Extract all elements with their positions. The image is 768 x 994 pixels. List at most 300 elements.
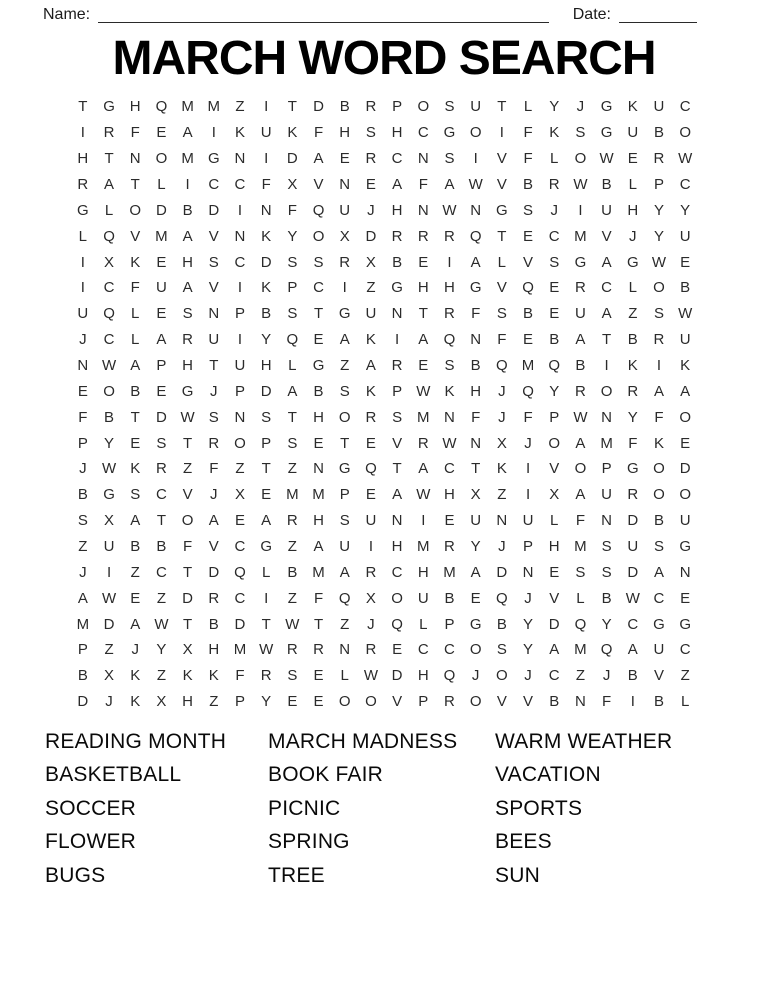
grid-letter: S [444, 98, 455, 116]
grid-letter: P [77, 641, 88, 659]
grid-letter: Y [549, 98, 560, 116]
grid-letter: S [208, 408, 219, 426]
grid-letter: Z [287, 460, 297, 478]
grid-letter: J [602, 667, 611, 685]
grid-letter: G [338, 460, 351, 478]
grid-letter: E [418, 253, 429, 271]
grid-letter: A [575, 331, 586, 349]
grid-letter: X [182, 641, 193, 659]
grid-letter: W [101, 589, 117, 607]
grid-letter: O [234, 434, 246, 452]
grid-letter: J [524, 589, 532, 607]
grid-letter: D [260, 382, 272, 400]
grid-letter: F [209, 460, 219, 478]
grid-letter: L [78, 227, 88, 245]
grid-letter: T [130, 408, 140, 426]
grid-letter: M [574, 538, 587, 556]
grid-letter: S [523, 201, 534, 219]
grid-letter: O [574, 460, 587, 478]
grid-letter: B [156, 538, 167, 556]
grid-letter: L [340, 667, 349, 685]
grid-letter: Q [522, 279, 534, 297]
grid-letter: A [130, 615, 141, 633]
grid-letter: A [392, 486, 403, 504]
grid-letter: N [679, 563, 691, 581]
grid-letter: Z [235, 98, 245, 116]
grid-letter: R [365, 641, 377, 659]
grid-letter: N [339, 641, 351, 659]
grid-letter: Z [235, 460, 245, 478]
grid-letter: Z [78, 538, 88, 556]
grid-letter: B [523, 176, 534, 193]
grid-letter: L [628, 176, 637, 193]
grid-letter: P [392, 98, 403, 116]
grid-letter: B [653, 124, 664, 142]
grid-letter: X [104, 253, 115, 271]
grid-letter: B [549, 693, 560, 711]
grid-letter: G [443, 124, 456, 142]
grid-letter: T [261, 615, 271, 633]
grid-letter: Q [600, 641, 613, 659]
grid-letter: A [339, 331, 350, 349]
grid-letter: B [313, 382, 324, 400]
grid-letter: Q [443, 667, 456, 685]
grid-letter: Y [261, 693, 272, 711]
grid-letter: N [496, 512, 508, 530]
grid-letter: B [182, 201, 193, 219]
grid-letter: U [103, 538, 115, 556]
grid-letter: G [600, 98, 613, 116]
grid-letter: C [234, 176, 246, 193]
grid-letter: J [471, 667, 480, 685]
grid-letter: X [470, 486, 481, 504]
grid-letter: O [365, 693, 377, 711]
grid-letter: R [365, 408, 377, 426]
grid-letter: F [287, 201, 297, 219]
grid-letter: N [601, 512, 613, 530]
grid-letter: Y [653, 201, 664, 219]
grid-letter: T [471, 460, 481, 478]
word-list-item: SUN [495, 863, 540, 887]
grid-letter: K [549, 124, 560, 142]
grid-letter: S [287, 253, 298, 271]
grid-letter: S [287, 305, 298, 323]
grid-letter: W [442, 201, 457, 219]
grid-letter: O [679, 124, 691, 142]
grid-letter: N [77, 357, 89, 375]
grid-letter: X [104, 512, 115, 530]
grid-letter: C [653, 589, 665, 607]
grid-letter: B [287, 563, 298, 581]
grid-letter: L [261, 563, 271, 581]
grid-letter: F [78, 408, 88, 426]
grid-letter: C [548, 667, 560, 685]
grid-letter: O [496, 667, 508, 685]
grid-letter: M [417, 408, 430, 426]
grid-letter: R [365, 150, 377, 168]
grid-letter: Y [680, 201, 691, 219]
grid-letter: E [77, 382, 88, 400]
grid-letter: V [549, 589, 560, 607]
name-field-line[interactable] [98, 7, 549, 23]
grid-letter: E [313, 331, 324, 349]
grid-letter: A [261, 512, 272, 530]
grid-letter: V [601, 227, 612, 245]
grid-letter: Q [496, 589, 508, 607]
grid-letter: K [444, 382, 455, 400]
grid-letter: F [654, 408, 664, 426]
grid-letter: E [234, 512, 245, 530]
grid-letter: R [574, 382, 586, 400]
grid-letter: O [679, 486, 691, 504]
grid-letter: J [367, 615, 375, 633]
grid-letter: I [237, 201, 243, 219]
grid-letter: J [524, 667, 532, 685]
grid-letter: G [469, 279, 482, 297]
grid-letter: Z [628, 305, 638, 323]
grid-letter: L [104, 201, 114, 219]
grid-letter: E [365, 434, 376, 452]
grid-letter: W [573, 176, 588, 193]
grid-letter: T [261, 460, 271, 478]
grid-letter: U [234, 357, 246, 375]
grid-letter: W [678, 150, 693, 168]
grid-letter: D [155, 408, 167, 426]
grid-letter: L [497, 253, 507, 271]
grid-letter: V [496, 693, 507, 711]
grid-letter: T [418, 305, 428, 323]
grid-letter: S [208, 253, 219, 271]
grid-letter: Y [261, 331, 272, 349]
grid-letter: D [208, 563, 220, 581]
grid-letter: S [287, 434, 298, 452]
word-list-item: SPORTS [495, 796, 583, 820]
grid-letter: B [392, 253, 403, 271]
grid-letter: X [365, 589, 376, 607]
grid-letter: O [469, 124, 482, 142]
grid-letter: U [653, 641, 665, 659]
grid-letter: B [130, 538, 141, 556]
grid-letter: W [599, 150, 614, 168]
grid-letter: F [523, 124, 533, 142]
date-field-line[interactable] [619, 7, 697, 23]
grid-letter: N [339, 176, 351, 193]
grid-letter: E [156, 253, 167, 271]
grid-letter: E [130, 434, 141, 452]
grid-letter: R [391, 227, 403, 245]
grid-letter: V [496, 150, 507, 168]
grid-letter: T [104, 150, 114, 168]
grid-letter: I [447, 253, 452, 271]
grid-letter: Y [601, 615, 612, 633]
grid-letter: T [183, 615, 193, 633]
grid-letter: U [470, 98, 482, 116]
grid-letter: W [154, 615, 169, 633]
grid-letter: A [470, 563, 481, 581]
grid-letter: J [367, 201, 375, 219]
grid-letter: H [391, 201, 403, 219]
grid-letter: N [417, 201, 429, 219]
grid-letter: L [680, 693, 690, 711]
grid-letter: A [156, 331, 167, 349]
grid-letter: S [130, 486, 141, 504]
grid-letter: G [600, 124, 613, 142]
grid-letter: H [417, 563, 429, 581]
grid-letter: J [210, 486, 218, 504]
grid-letter: Q [391, 615, 403, 633]
grid-letter: E [365, 176, 376, 193]
grid-letter: H [313, 512, 324, 530]
grid-letter: Z [209, 693, 219, 711]
grid-letter: F [602, 693, 612, 711]
grid-letter: V [496, 279, 507, 297]
grid-letter: E [418, 357, 429, 375]
grid-letter: X [365, 253, 376, 271]
grid-letter: F [313, 589, 324, 607]
grid-letter: E [523, 227, 534, 245]
grid-letter: D [77, 693, 89, 711]
grid-letter: C [391, 563, 403, 581]
grid-letter: A [601, 305, 612, 323]
grid-letter: R [548, 176, 560, 193]
grid-letter: O [338, 693, 351, 711]
grid-letter: Y [627, 408, 638, 426]
grid-letter: A [653, 563, 664, 581]
grid-letter: W [625, 589, 640, 607]
grid-letter: L [419, 615, 428, 633]
grid-letter: T [287, 98, 297, 116]
grid-letter: Q [312, 201, 325, 219]
grid-letter: U [155, 279, 167, 297]
grid-letter: E [549, 279, 560, 297]
grid-letter: L [157, 176, 166, 193]
grid-letter: A [77, 589, 88, 607]
page-title: MARCH WORD SEARCH [112, 32, 656, 85]
grid-letter: R [103, 124, 115, 142]
grid-letter: M [155, 227, 168, 245]
grid-letter: K [365, 382, 376, 400]
grid-letter: S [182, 305, 193, 323]
grid-letter: E [523, 331, 534, 349]
grid-letter: S [653, 538, 664, 556]
grid-letter: U [653, 98, 665, 116]
grid-letter: G [77, 201, 89, 219]
grid-letter: O [129, 201, 142, 219]
grid-letter: T [602, 331, 612, 349]
grid-letter: H [182, 357, 194, 375]
grid-letter: B [77, 486, 88, 504]
grid-letter: B [339, 98, 350, 116]
grid-letter: B [549, 331, 560, 349]
grid-letter: Q [522, 382, 534, 400]
grid-letter: R [627, 486, 639, 504]
grid-letter: D [627, 512, 639, 530]
grid-letter: E [444, 512, 455, 530]
grid-letter: A [104, 176, 115, 193]
grid-letter: S [601, 538, 612, 556]
grid-letter: S [549, 253, 560, 271]
grid-letter: V [653, 667, 664, 685]
grid-letter: T [392, 460, 402, 478]
grid-letter: W [363, 667, 378, 685]
grid-letter: R [313, 641, 324, 659]
grid-letter: H [208, 641, 220, 659]
grid-letter: W [101, 357, 117, 375]
grid-letter: D [182, 589, 194, 607]
grid-letter: K [627, 98, 638, 116]
grid-letter: A [575, 486, 586, 504]
grid-letter: O [653, 460, 665, 478]
grid-letter: K [234, 124, 245, 142]
grid-letter: K [130, 253, 141, 271]
grid-letter: J [210, 382, 218, 400]
grid-letter: W [468, 176, 483, 193]
grid-letter: B [523, 305, 534, 323]
grid-letter: N [234, 150, 246, 168]
grid-letter: Z [156, 667, 166, 685]
grid-letter: C [155, 486, 167, 504]
grid-letter: N [234, 408, 246, 426]
grid-letter: T [156, 512, 166, 530]
grid-letter: I [80, 124, 85, 142]
grid-letter: U [522, 512, 534, 530]
grid-letter: D [155, 201, 167, 219]
grid-letter: E [313, 693, 324, 711]
grid-letter: M [233, 641, 247, 659]
grid-letter: C [391, 150, 403, 168]
grid-letter: O [679, 408, 691, 426]
grid-letter: J [550, 201, 558, 219]
grid-letter: S [653, 305, 664, 323]
grid-letter: I [80, 279, 85, 297]
grid-letter: P [287, 279, 298, 297]
grid-letter: V [130, 227, 141, 245]
grid-letter: J [629, 227, 637, 245]
grid-letter: U [365, 512, 377, 530]
grid-letter: B [627, 667, 638, 685]
grid-letter: B [444, 589, 455, 607]
grid-letter: L [550, 150, 559, 168]
grid-letter: K [365, 331, 376, 349]
grid-letter: C [208, 176, 220, 193]
grid-letter: E [287, 693, 298, 711]
grid-letter: E [339, 150, 350, 168]
grid-letter: U [601, 201, 613, 219]
grid-letter: R [444, 693, 455, 711]
grid-letter: E [156, 382, 167, 400]
grid-letter: Z [130, 563, 140, 581]
grid-letter: U [365, 305, 377, 323]
grid-letter: P [234, 305, 245, 323]
grid-letter: X [549, 486, 560, 504]
grid-letter: L [131, 331, 140, 349]
grid-letter: U [339, 201, 351, 219]
grid-letter: H [470, 382, 482, 400]
grid-letter: E [470, 589, 481, 607]
grid-letter: Z [340, 615, 350, 633]
grid-letter: H [417, 667, 429, 685]
grid-letter: B [627, 331, 638, 349]
grid-letter: D [365, 227, 377, 245]
grid-letter: K [627, 357, 638, 375]
grid-letter: G [653, 615, 665, 633]
grid-letter: D [313, 98, 324, 116]
grid-letter: H [444, 486, 455, 504]
grid-letter: Y [287, 227, 298, 245]
word-list-item: PICNIC [268, 796, 341, 820]
grid-letter: Z [183, 460, 193, 478]
grid-letter: R [286, 512, 298, 530]
header [0, 0, 768, 24]
grid-letter: B [680, 279, 691, 297]
grid-letter: W [180, 408, 195, 426]
word-list-item: READING MONTH [45, 729, 227, 753]
grid-letter: C [155, 563, 167, 581]
grid-letter: A [313, 150, 324, 168]
grid-letter: D [234, 615, 246, 633]
grid-letter: F [575, 512, 585, 530]
grid-letter: B [261, 305, 272, 323]
grid-letter: F [497, 331, 507, 349]
grid-letter: Z [366, 279, 376, 297]
grid-letter: U [417, 589, 429, 607]
grid-letter: O [417, 98, 430, 116]
grid-letter: Z [497, 486, 507, 504]
grid-letter: R [653, 150, 665, 168]
grid-letter: U [679, 512, 691, 530]
grid-letter: T [183, 434, 193, 452]
grid-letter: S [392, 408, 403, 426]
grid-letter: O [653, 486, 665, 504]
grid-letter: D [496, 563, 508, 581]
word-search-grid [70, 94, 699, 715]
grid-letter: G [574, 253, 587, 271]
grid-letter: Y [523, 641, 534, 659]
grid-letter: U [679, 331, 691, 349]
grid-letter: F [523, 150, 533, 168]
grid-letter: D [391, 667, 403, 685]
grid-letter: L [523, 98, 533, 116]
grid-letter: R [444, 538, 455, 556]
grid-letter: U [470, 512, 482, 530]
grid-letter: E [392, 641, 403, 659]
grid-letter: N [470, 331, 482, 349]
grid-letter: W [651, 253, 667, 271]
grid-letter: N [234, 227, 246, 245]
grid-letter: Q [469, 227, 482, 245]
grid-letter: M [574, 227, 587, 245]
grid-letter: M [312, 563, 325, 581]
grid-letter: E [313, 434, 324, 452]
grid-letter: L [550, 512, 559, 530]
grid-letter: M [443, 563, 456, 581]
grid-letter: A [549, 641, 560, 659]
grid-letter: V [313, 176, 324, 193]
grid-letter: I [342, 279, 347, 297]
grid-letter: Z [340, 357, 350, 375]
grid-letter: K [130, 460, 141, 478]
grid-letter: W [678, 305, 693, 323]
grid-letter: F [471, 305, 481, 323]
grid-letter: P [653, 176, 664, 193]
grid-letter: N [601, 408, 613, 426]
grid-letter: I [264, 150, 269, 168]
grid-letter: A [653, 382, 664, 400]
grid-letter: T [78, 98, 88, 116]
grid-letter: A [601, 253, 612, 271]
grid-letter: X [234, 486, 245, 504]
grid-letter: D [548, 615, 560, 633]
